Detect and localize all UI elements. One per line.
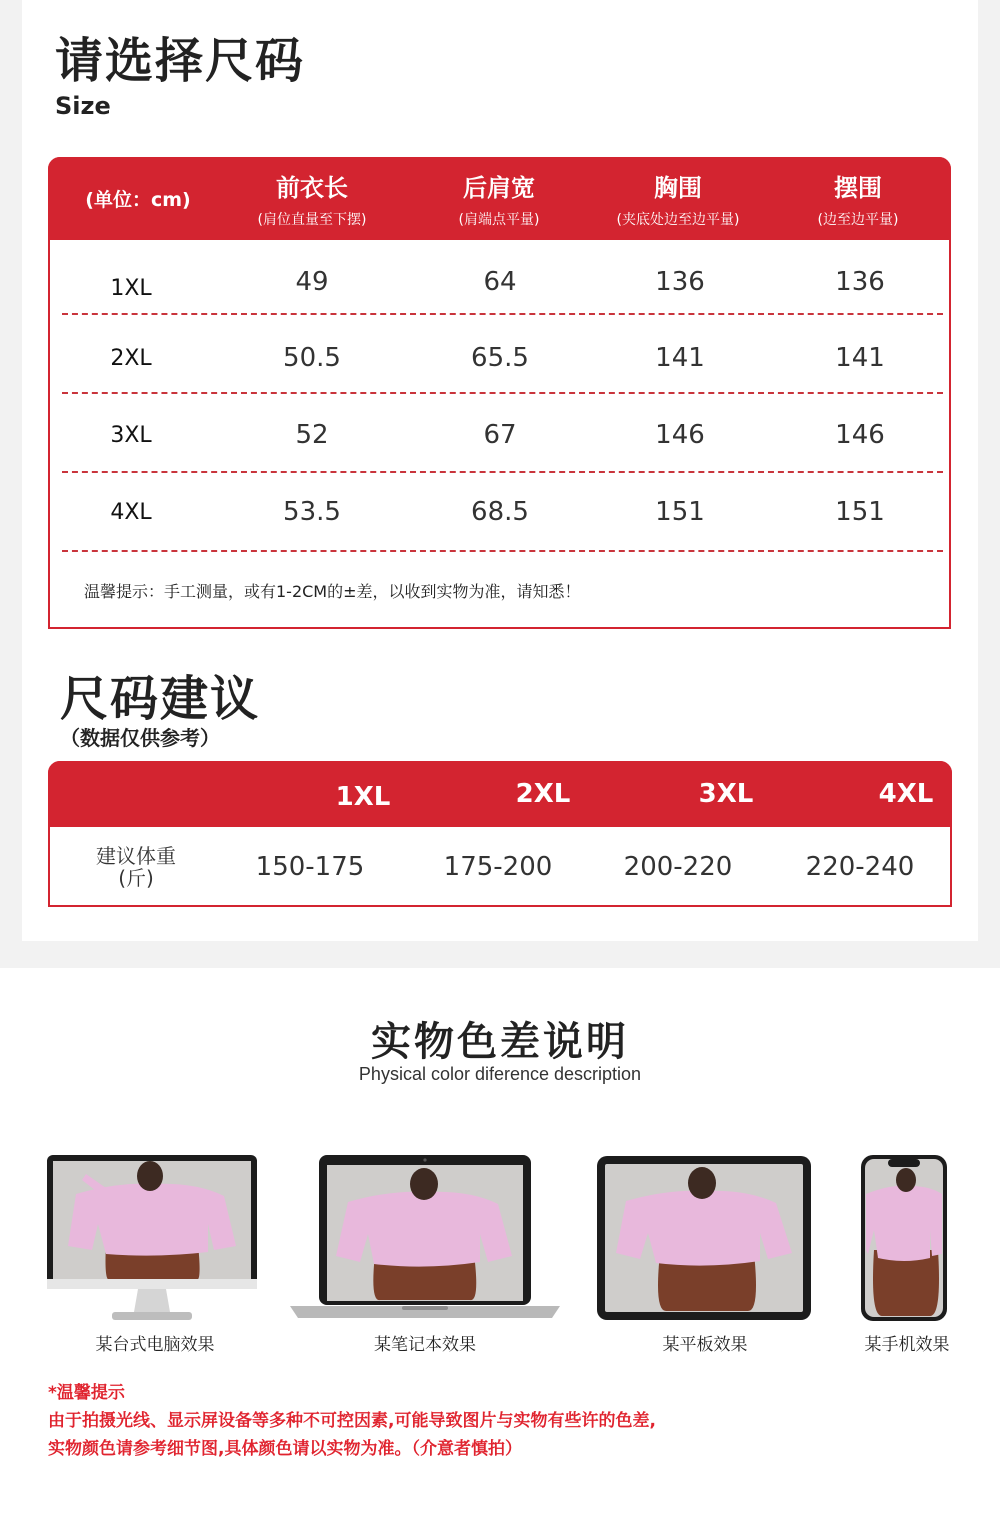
table-row bbox=[50, 320, 949, 396]
recommend-table-header bbox=[48, 761, 952, 827]
shoulder-cell: 67 bbox=[483, 420, 517, 450]
shoulder-cell: 68.5 bbox=[471, 497, 529, 527]
recommend-table bbox=[48, 761, 952, 907]
color-section-subtitle: Physical color diference description bbox=[358, 1064, 642, 1084]
column-title: 前衣长 bbox=[276, 174, 348, 202]
column-note: (肩端点平量) bbox=[458, 212, 540, 228]
chest-cell: 146 bbox=[655, 420, 705, 450]
size-section-title: 请选择尺码 bbox=[55, 33, 306, 89]
column-header-chest bbox=[588, 157, 768, 240]
column-note: (边至边平量) bbox=[817, 212, 899, 228]
length-cell: 49 bbox=[295, 267, 329, 297]
warning-text-line1: 由于拍摄光线、显示屏设备等多种不可控因素,可能导致图片与实物有些许的色差, bbox=[48, 1411, 656, 1431]
tablet-icon bbox=[596, 1155, 812, 1321]
size-section-subtitle: Size bbox=[55, 92, 111, 120]
warning-title: *温馨提示 bbox=[48, 1383, 125, 1403]
column-title: 摆围 bbox=[834, 174, 882, 202]
size-header: 3XL bbox=[698, 779, 754, 809]
weight-cell: 175-200 bbox=[443, 852, 553, 882]
column-header-length bbox=[228, 157, 396, 240]
model-photo bbox=[53, 1161, 251, 1280]
laptop-icon bbox=[290, 1154, 560, 1322]
weight-label-text: 建议体重 bbox=[96, 844, 176, 868]
length-cell: 50.5 bbox=[283, 343, 341, 373]
size-cell: 2XL bbox=[110, 345, 152, 371]
table-row bbox=[50, 244, 949, 320]
column-note: (夹底处边至边平量) bbox=[616, 212, 740, 228]
table-row bbox=[50, 474, 949, 550]
row-divider bbox=[62, 471, 943, 473]
recommend-section-subtitle: （数据仅供参考） bbox=[60, 726, 220, 750]
unit-header bbox=[48, 157, 228, 240]
unit-label: (单位：cm) bbox=[85, 189, 191, 211]
hem-cell: 151 bbox=[835, 497, 885, 527]
table-row bbox=[50, 397, 949, 473]
column-title: 后肩宽 bbox=[463, 174, 535, 202]
laptop-label: 某笔记本效果 bbox=[374, 1335, 476, 1355]
phone-icon bbox=[860, 1154, 948, 1322]
column-note: (肩位直量至下摆) bbox=[257, 212, 367, 228]
shoulder-cell: 64 bbox=[483, 267, 517, 297]
row-divider bbox=[62, 550, 943, 552]
size-header: 2XL bbox=[515, 779, 571, 809]
size-cell: 3XL bbox=[110, 422, 152, 448]
column-header-hem bbox=[783, 157, 933, 240]
tablet-label: 某平板效果 bbox=[662, 1335, 748, 1355]
recommend-section-title: 尺码建议 bbox=[60, 671, 261, 727]
length-cell: 52 bbox=[295, 420, 329, 450]
weight-row-label bbox=[80, 827, 192, 907]
table-row bbox=[50, 827, 950, 907]
size-table-header bbox=[48, 157, 951, 240]
row-divider bbox=[62, 392, 943, 394]
row-divider bbox=[62, 313, 943, 315]
chest-cell: 151 bbox=[655, 497, 705, 527]
weight-cell: 150-175 bbox=[255, 852, 365, 882]
hem-cell: 146 bbox=[835, 420, 885, 450]
size-cell: 1XL bbox=[110, 275, 152, 301]
size-header: 1XL bbox=[335, 782, 391, 812]
chest-cell: 141 bbox=[655, 343, 705, 373]
color-section-title: 实物色差说明 bbox=[371, 1019, 629, 1065]
warning-text-line2: 实物颜色请参考细节图,具体颜色请以实物为准。（介意者慎拍） bbox=[48, 1439, 522, 1459]
size-cell: 4XL bbox=[110, 499, 152, 525]
measurement-tip: 温馨提示：手工测量，或有1-2CM的±差，以收到实物为准，请知悉！ bbox=[84, 582, 581, 601]
desktop-monitor-icon bbox=[46, 1154, 258, 1324]
phone-label: 某手机效果 bbox=[864, 1335, 950, 1355]
weight-cell: 220-240 bbox=[805, 852, 915, 882]
size-header: 4XL bbox=[878, 779, 934, 809]
weight-cell: 200-220 bbox=[623, 852, 733, 882]
chest-cell: 136 bbox=[655, 267, 705, 297]
shoulder-cell: 65.5 bbox=[471, 343, 529, 373]
length-cell: 53.5 bbox=[283, 497, 341, 527]
column-header-shoulder bbox=[414, 157, 584, 240]
weight-unit-text: (斤) bbox=[118, 866, 154, 890]
hem-cell: 141 bbox=[835, 343, 885, 373]
hem-cell: 136 bbox=[835, 267, 885, 297]
desktop-label: 某台式电脑效果 bbox=[95, 1335, 215, 1355]
column-title: 胸围 bbox=[654, 174, 702, 202]
size-table bbox=[48, 157, 951, 629]
